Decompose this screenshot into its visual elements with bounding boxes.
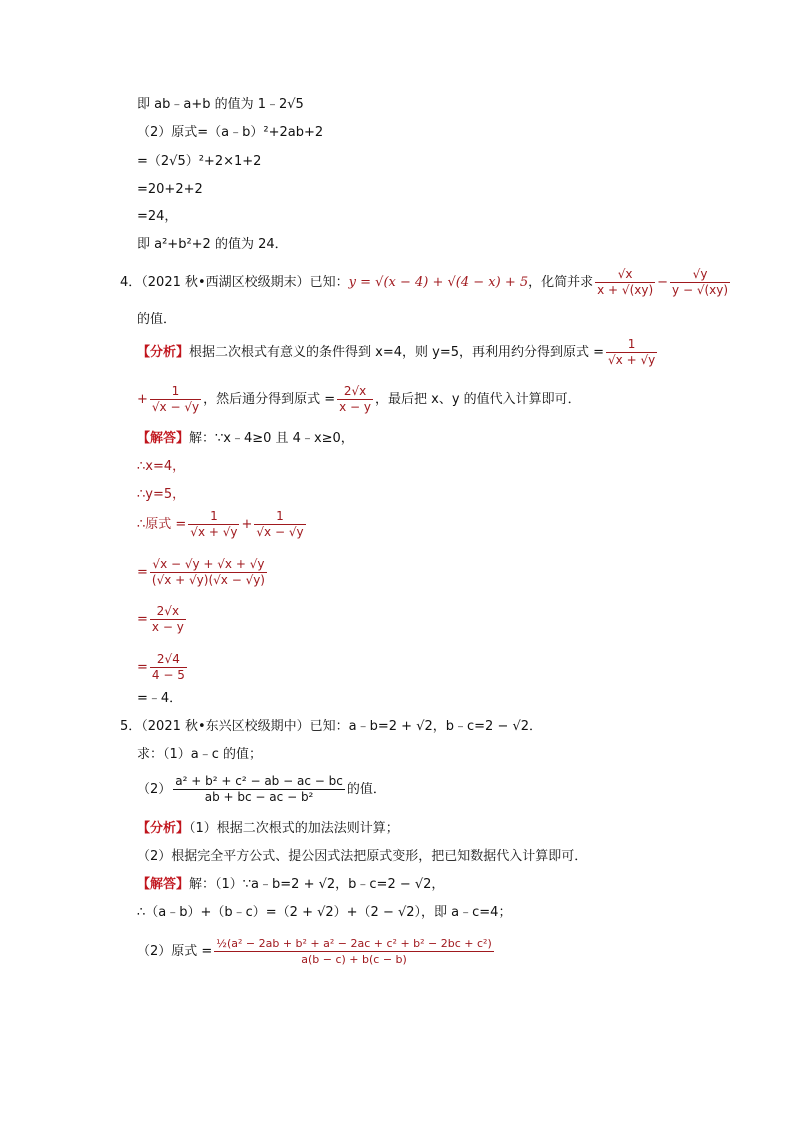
q5-part2-label: （2） [137,782,172,797]
q5-part2 [137,770,386,810]
q4-sol-plus: + [241,517,253,532]
solution-tag: 【解答】 [137,431,190,446]
q5-sol-fraction: $\frac{\text{½(a² − 2ab + b² + a² − 2ac + c² + b² − 2bc + c²)}}{a(b - c) + b(c - b)}$ [216,937,492,966]
q4-sol-fraction-7: $\frac{2√4}{4 - 5}$ [151,652,185,682]
q4-sol-line-3: ∴y=5， [137,487,186,502]
q4-sol-line-7 [137,648,189,688]
q4-plus: + [137,392,148,407]
q4-fraction-2: $\frac{√y}{y - √(xy)}$ [672,267,729,297]
q4-sol-eq-5: = [137,565,148,580]
q4-fraction-1: $\frac{√x}{x + √(xy)}$ [597,267,654,297]
q4-tail: 的值． [137,312,177,327]
q5-analysis-text-2: （2）根据完全平方公式、提公因式法把原式变形，把已知数据代入计算即可． [137,849,588,864]
q5-part2-fraction: $\frac{\text{a² + b² + c² − ab − ac − bc}}{\text{ab + bc − ac − b²}}$ [175,774,343,804]
q4-equation: y = √(x − 4) + √(4 − x) + 5 [348,275,529,290]
q4-sol-line-4 [137,505,308,545]
question-4-stem [120,266,732,300]
q4-analysis-fraction-3: $\frac{2√x}{x - y}$ [339,384,372,414]
q4-sol-fraction-6: $\frac{2√x}{x - y}$ [151,604,184,634]
q4-sol-line-4-label: ∴原式 = [137,517,187,532]
q4-solution [137,430,354,448]
part2-line-3: =20+2+2 [137,182,203,197]
q4-sol-fraction-b: $\frac{1}{√x - √y}$ [256,509,304,539]
q4-mid: ，化简并求 [528,275,594,290]
question-5-stem: 5．（2021 秋•东兴区校级期中）已知：a﹣b=2 + √2，b﹣c=2 − √2． [120,719,543,734]
result-line-1: 即 ab﹣a+b 的值为 1﹣2√5 [137,97,304,112]
q5-part2-tail: 的值． [346,782,386,797]
q5-analysis [137,820,399,838]
q5-sol-line-2: ∴（a﹣b）+（b﹣c）=（2 + √2）+（2 − √2），即 a﹣c=4； [137,905,512,920]
q4-minus: − [657,275,669,290]
q4-sol-fraction-a: $\frac{1}{√x + √y}$ [190,509,238,539]
q4-analysis-fraction-2: $\frac{1}{√x - √y}$ [151,384,200,414]
q5-analysis-text-1: （1）根据二次根式的加法法则计算； [189,821,399,836]
part2-line-1: （2）原式=（a﹣b）²+2ab+2 [137,125,324,140]
q4-analysis-cont [137,382,581,418]
part2-line-2: =（2√5）²+2×1+2 [137,154,262,169]
q4-sol-line-8: =﹣4． [137,691,183,706]
analysis-tag: 【分析】 [137,821,190,836]
q5-sol-line-3-label: （2）原式 = [137,944,213,959]
q4-sol-eq-6: = [137,612,148,627]
q4-analysis-fraction-1: $\frac{1}{√x + √y}$ [608,337,656,367]
q4-analysis-text-2: ，然后通分得到原式 = [203,392,336,407]
part2-line-4: =24， [137,209,178,224]
q4-analysis [137,335,659,371]
q4-sol-eq-7: = [137,660,148,675]
q4-sol-line-6 [137,600,188,640]
solution-tag: 【解答】 [137,877,190,892]
q4-analysis-text-1: 根据二次根式有意义的条件得到 x=4，则 y=5，再利用约分得到原式 = [189,345,605,360]
q4-head: 4．（2021 秋•西湖区校级期末）已知： [120,275,349,290]
q4-sol-line-2: ∴x=4， [137,459,186,474]
q4-sol-fraction-5: $\frac{√x - √y + √x + √y}{(√x + √y)(√x - √y)}$ [151,557,265,587]
q4-sol-line-5 [137,553,269,593]
part2-result: 即 a²+b²+2 的值为 24． [137,237,288,252]
q5-ask: 求：（1）a﹣c 的值； [137,747,263,762]
q5-sol-line-3 [137,930,496,974]
q4-analysis-text-3: ，最后把 x、y 的值代入计算即可． [375,392,581,407]
analysis-tag: 【分析】 [137,345,190,360]
q4-sol-line-1: 解：∵x﹣4≥0 且 4﹣x≥0， [189,431,354,446]
q5-solution [137,876,444,894]
q5-sol-line-1: 解：（1）∵a﹣b=2 + √2，b﹣c=2 − √2， [189,877,445,892]
